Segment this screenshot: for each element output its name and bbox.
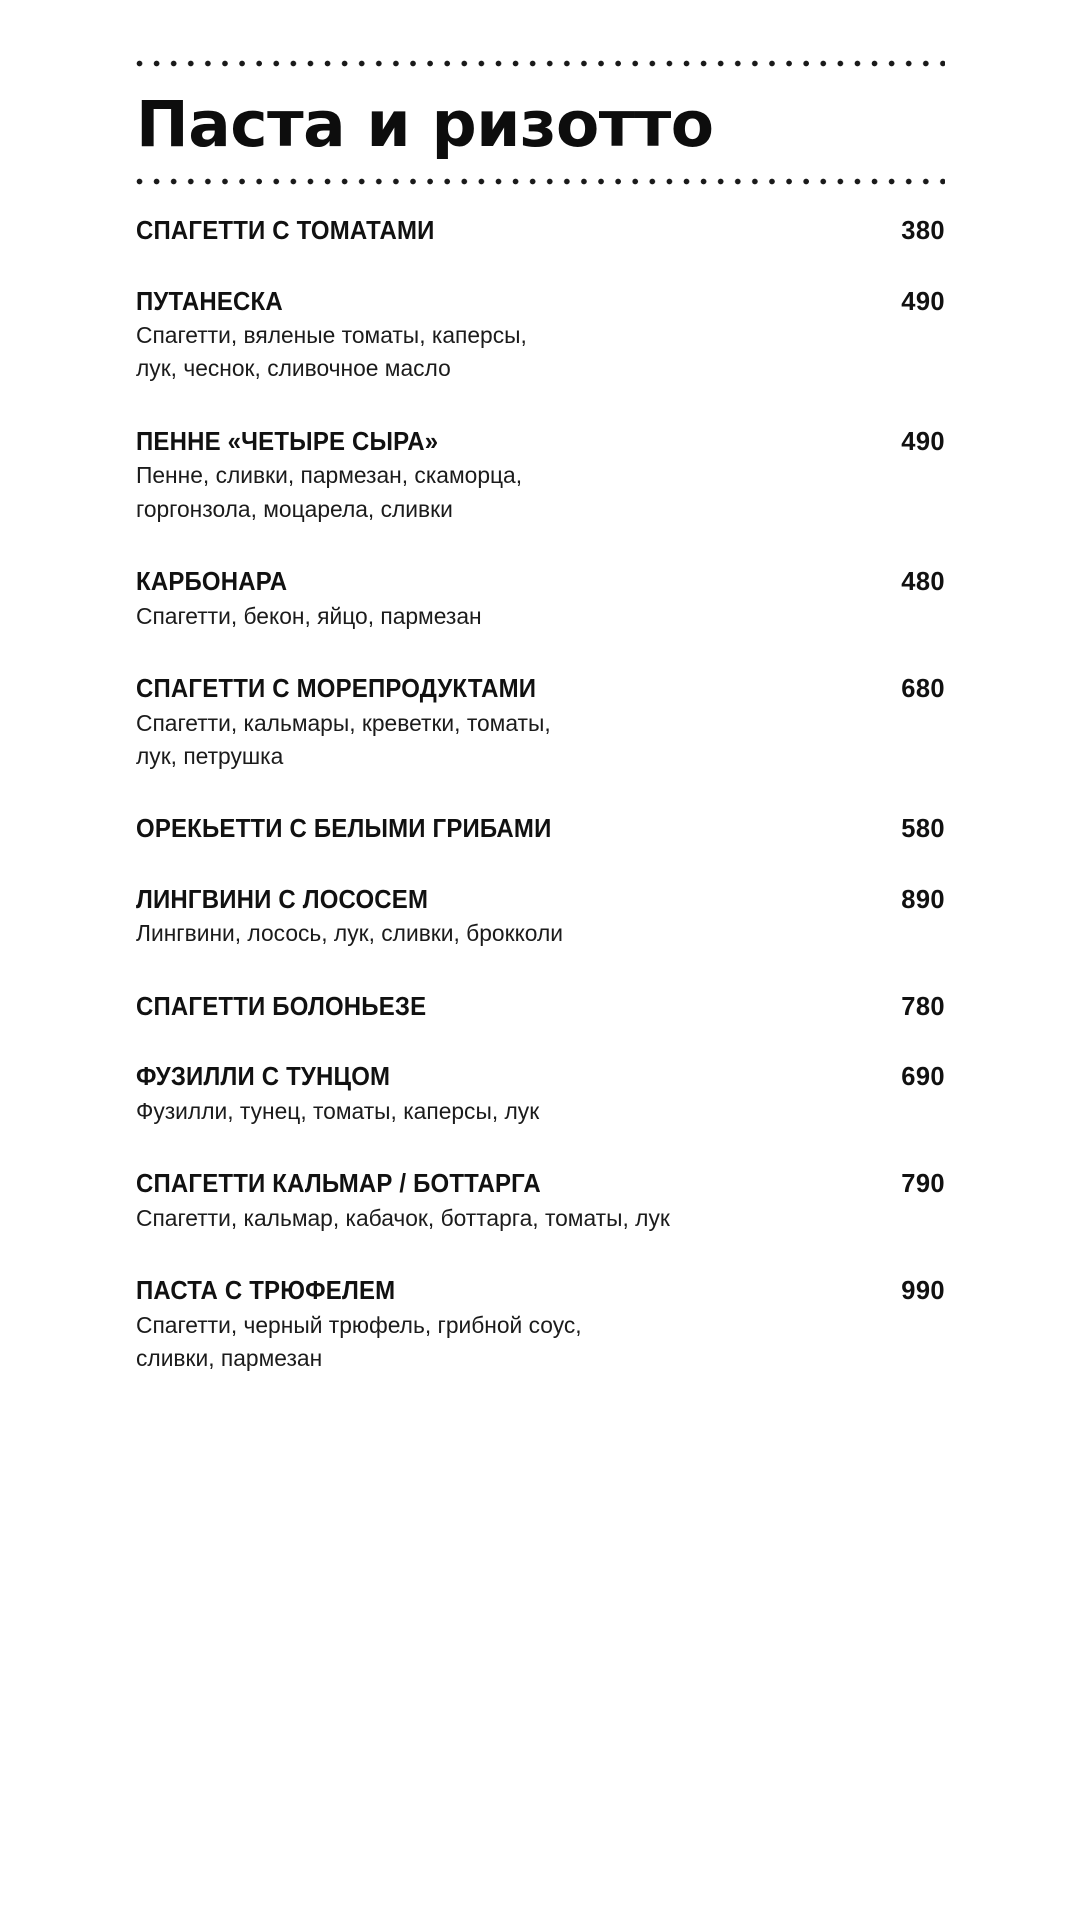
menu-item-name: ФУЗИЛЛИ С ТУНЦОМ: [136, 1063, 391, 1092]
menu-item-head: [136, 886, 945, 915]
menu-item-head: [136, 217, 945, 246]
menu-item-description-line: Спагетти, черный трюфель, грибной соус,: [136, 1311, 582, 1338]
menu-item: [136, 568, 945, 633]
menu-item: [136, 1063, 945, 1128]
menu-item-price: 780: [901, 992, 945, 1021]
menu-item-name: ПАСТА С ТРЮФЕЛЕМ: [136, 1277, 396, 1306]
menu-item-description-line: горгонзола, моцарела, сливки: [136, 495, 453, 522]
menu-item-description-line: Спагетти, кальмары, креветки, томаты,: [136, 709, 551, 736]
menu-item-description: [136, 1309, 815, 1376]
menu-item-description-line: сливки, пармезан: [136, 1344, 323, 1371]
menu-item-head: [136, 675, 945, 704]
menu-item-head: [136, 1170, 945, 1199]
menu-item-description-line: лук, чеснок, сливочное масло: [136, 355, 451, 382]
menu-item-price: 680: [901, 674, 945, 703]
menu-item-head: [136, 1277, 945, 1306]
menu-item-name: ЛИНГВИНИ С ЛОСОСЕМ: [136, 885, 429, 914]
menu-item-description: [136, 1202, 815, 1235]
menu-item: [136, 993, 945, 1022]
menu-item-price: 890: [901, 885, 945, 914]
menu-item-head: [136, 568, 945, 597]
menu-item-name: ОРЕКЬЕТТИ С БЕЛЫМИ ГРИБАМИ: [136, 815, 552, 844]
page-title: Паста и ризотто: [136, 88, 714, 161]
menu-item-name: СПАГЕТТИ С ТОМАТАМИ: [136, 217, 435, 245]
menu-item-name: СПАГЕТТИ БОЛОНЬЕЗЕ: [136, 992, 427, 1021]
menu-item: [136, 1277, 945, 1375]
menu-item-name: ПЕННЕ «ЧЕТЫРЕ СЫРА»: [136, 427, 439, 456]
menu-item-head: [136, 815, 945, 844]
menu-item-description: [136, 600, 815, 633]
menu-item-description-line: Спагетти, бекон, яйцо, пармезан: [136, 602, 482, 629]
menu-item-description: [136, 1095, 815, 1128]
menu-item-name: СПАГЕТТИ КАЛЬМАР / БОТТАРГА: [136, 1170, 541, 1199]
menu-item-head: [136, 1063, 945, 1092]
menu-item-price: 790: [901, 1170, 945, 1199]
menu-item: [136, 288, 945, 386]
menu-item-description-line: Лингвини, лосось, лук, сливки, брокколи: [136, 920, 564, 947]
menu-item-price: 690: [901, 1063, 945, 1092]
dotted-rule-bottom: [136, 178, 945, 185]
menu-item-price: 380: [901, 217, 945, 245]
menu-item-price: 990: [901, 1277, 945, 1306]
menu-item-price: 490: [901, 287, 945, 316]
menu-item-name: КАРБОНАРА: [136, 568, 288, 597]
menu-item-description: [136, 459, 815, 526]
menu-item: [136, 1170, 945, 1235]
menu-item: [136, 428, 945, 526]
menu-item-description: [136, 917, 815, 950]
menu-item: [136, 815, 945, 844]
menu-item-description-line: Спагетти, вяленые томаты, каперсы,: [136, 322, 527, 349]
menu-item-description: [136, 707, 815, 774]
menu-item-name: СПАГЕТТИ С МОРЕПРОДУКТАМИ: [136, 674, 537, 703]
menu-item-name: ПУТАНЕСКА: [136, 287, 283, 316]
menu-item-head: [136, 428, 945, 457]
menu-item-list: [136, 217, 945, 1375]
menu-item-description-line: лук, петрушка: [136, 742, 284, 769]
menu-item-description-line: Фузилли, тунец, томаты, каперсы, лук: [136, 1097, 540, 1124]
menu-item: [136, 217, 945, 246]
menu-item-price: 490: [901, 427, 945, 456]
menu-item: [136, 886, 945, 951]
menu-item-price: 480: [901, 568, 945, 597]
menu-item-head: [136, 993, 945, 1022]
dotted-rule-top: [136, 60, 945, 67]
menu-item-price: 580: [901, 815, 945, 844]
menu-item-description-line: Пенне, сливки, пармезан, скаморца,: [136, 462, 523, 489]
menu-item: [136, 675, 945, 773]
menu-item-head: [136, 288, 945, 317]
menu-item-description: [136, 319, 815, 386]
menu-item-description-line: Спагетти, кальмар, кабачок, боттарга, томаты, лук: [136, 1204, 670, 1231]
menu-header: [136, 0, 945, 185]
